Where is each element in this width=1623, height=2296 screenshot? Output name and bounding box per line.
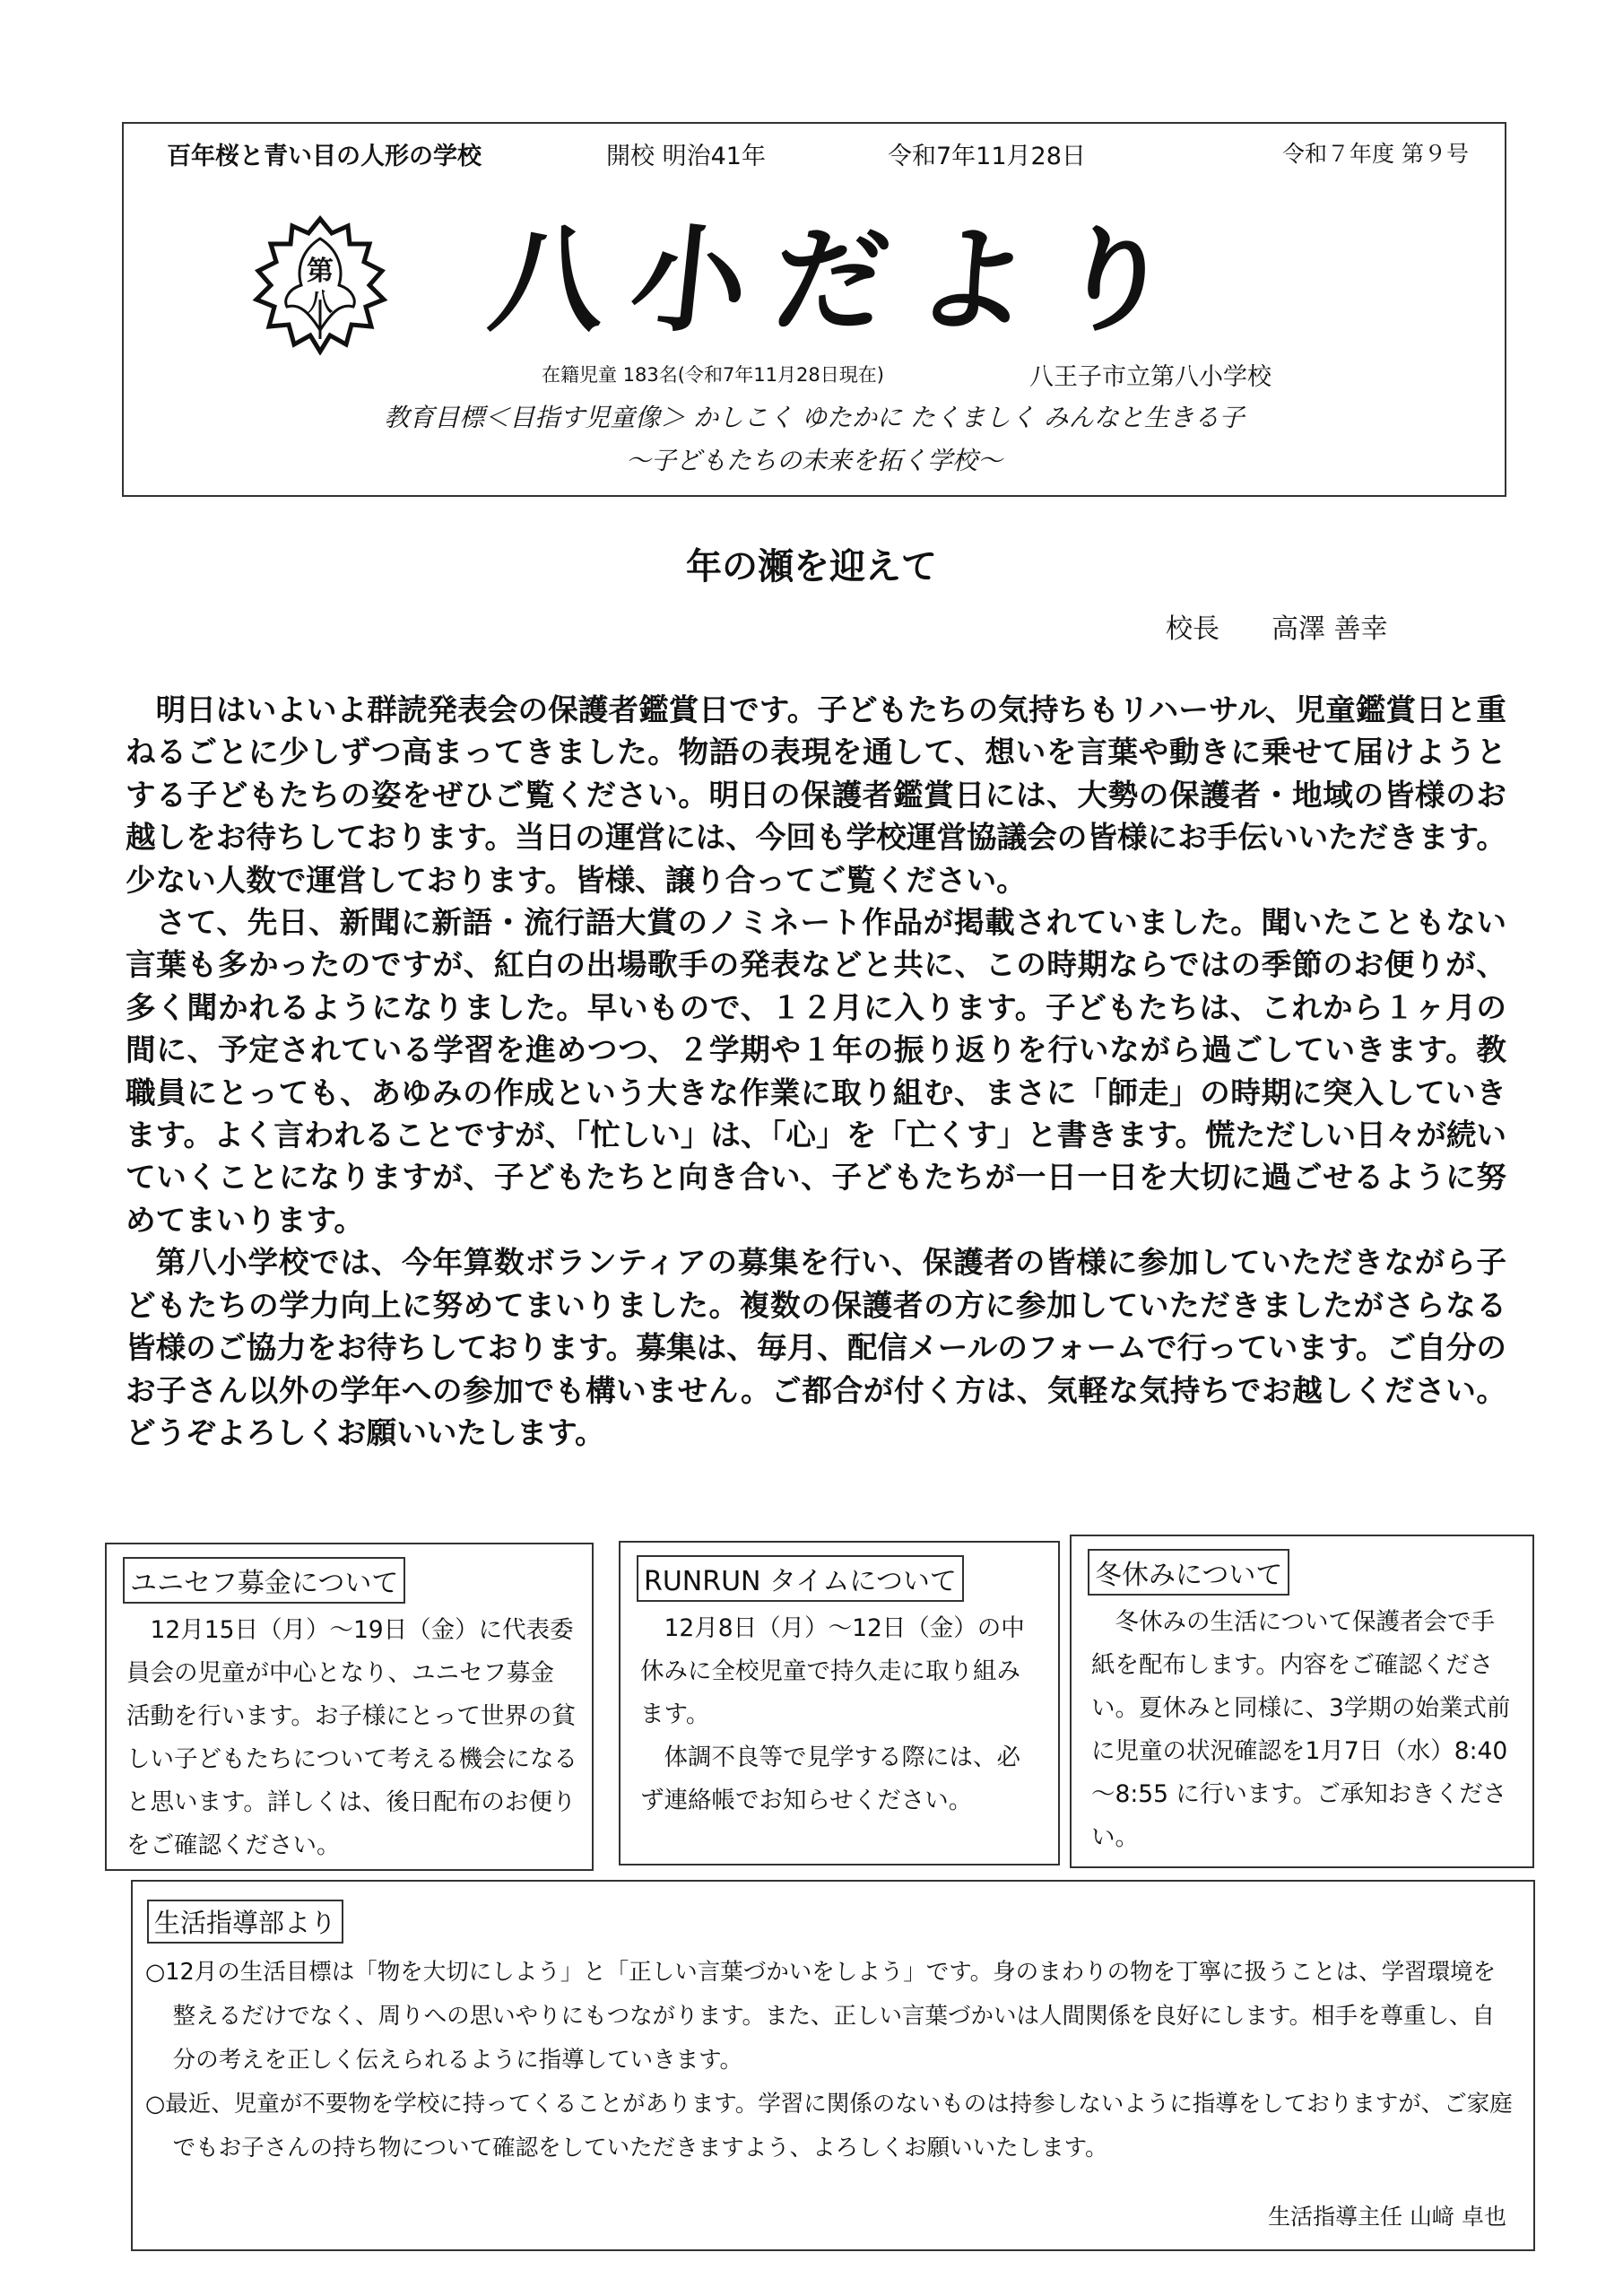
school-slogan: ～子どもたちの未来を拓く学校～ xyxy=(625,446,1002,475)
notice-runrun xyxy=(619,1541,1060,1866)
notice-text: 12月8日（月）～12日（金）の中休みに全校児童で持久走に取り組みます。 xyxy=(640,1614,1025,1728)
article-paragraph: 明日はいよいよ群読発表会の保護者鑑賞日です。子どもたちの気持ちもリハーサル、児童鑑賞日と重ねるごとに少しずつ高まってきました。物語の表現を通して、想いを言葉や動きに乗せて届けようとする子どもたちの姿をぜひご覧ください。明日の保護者鑑賞日には、大勢の保護者・地域の皆様のお越しをお待ちしております。当日の運営には、今回も学校運営協議会の皆様にお手伝いいただきます。少ない人数で運営しております。皆様、譲り合ってご覧ください。 xyxy=(126,692,1506,898)
notice-student-guidance xyxy=(131,1880,1535,2251)
masthead xyxy=(122,122,1506,497)
author-name: 高澤 善幸 xyxy=(1271,613,1388,645)
guidance-item: ○最近、児童が不要物を学校に持ってくることがあります。学習に関係のないものは持参しないように指導をしておりますが、ご家庭でもお子さんの持ち物について確認をしていただきますよう、よろしくお願いいたします。 xyxy=(145,2091,1513,2161)
notice-text: 体調不良等で見学する際には、必ず連絡帳でお知らせください。 xyxy=(640,1744,1020,1814)
school-motto: 百年桜と青い目の人形の学校 xyxy=(167,143,482,170)
article-body xyxy=(126,689,1506,1454)
notice-text: 12月15日（月）～19日（金）に代表委員会の児童が中心となり、ユニセフ募金活動を行います。お子様にとって世界の貧しい子どもたちについて考える機会になると思います。詳しくは、後日配布のお便りをご確認ください。 xyxy=(126,1616,577,1859)
guidance-signature: 生活指導主任 山﨑 卓也 xyxy=(1268,2204,1506,2230)
enrollment-count: 在籍児童 183名(令和7年11月28日現在) xyxy=(542,364,884,386)
notice-unicef xyxy=(105,1543,594,1871)
article-paragraph: 第八小学校では、今年算数ボランティアの募集を行い、保護者の皆様に参加していただきながら子どもたちの学力向上に努めてまいりました。複数の保護者の方に参加していただきましたがさらなる皆様のご協力をお待ちしております。募集は、毎月、配信メールのフォームで行っています。ご自分のお子さん以外の学年への参加でも構いません。ご都合が付く方は、気軽な気持ちでお越しください。どうぞよろしくお願いいたします。 xyxy=(126,1245,1506,1450)
emblem-text-bottom: 八 xyxy=(307,287,334,317)
notice-title: ユニセフ募金について xyxy=(123,1557,405,1604)
notice-title: 冬休みについて xyxy=(1088,1549,1289,1596)
article-author xyxy=(1166,606,1388,646)
guidance-item: ○12月の生活目標は「物を大切にしよう」と「正しい言葉づかいをしよう」です。身のまわりの物を丁寧に扱うことは、学習環境を整えるだけでなく、周りへの思いやりにもつながります。また、正しい言葉づかいは人間関係を良好にします。相手を尊重し、自分の考えを正しく伝えられるように指導していきます。 xyxy=(145,1959,1497,2074)
notice-body xyxy=(126,1609,577,1867)
article-title: 年の瀬を迎えて xyxy=(686,546,937,587)
emblem-text-top: 第 xyxy=(307,256,334,287)
author-role: 校長 xyxy=(1166,613,1219,645)
school-emblem-icon xyxy=(249,213,391,355)
notice-title: 生活指導部より xyxy=(147,1900,343,1944)
educational-goal: 教育目標＜目指す児童像＞ かしこく ゆたかに たくましく みんなと生きる子 xyxy=(384,403,1245,432)
notice-body xyxy=(1091,1601,1518,1859)
issue-date: 令和7年11月28日 xyxy=(888,143,1086,170)
article-paragraph: さて、先日、新聞に新語・流行語大賞のノミネート作品が掲載されていました。聞いたこともない言葉も多かったのですが、紅白の出場歌手の発表などと共に、この時期ならではの季節のお便りが、多く聞かれるようになりました。早いもので、１２月に入ります。子どもたちは、これから１ヶ月の間に、予定されている学習を進めつつ、２学期や１年の振り返りを行いながら過ごしていきます。教職員にとっても、あゆみの作成という大きな作業に取り組む、まさに「師走」の時期に突入していきます。よく言われることですが、「忙しい」は、「心」を「亡くす」と書きます。慌ただしい日々が続いていくことになりますが、子どもたちと向き合い、子どもたちが一日一日を大切に過ごせるように努めてまいります。 xyxy=(126,905,1506,1238)
school-name: 八王子市立第八小学校 xyxy=(1029,363,1271,391)
issue-number: 令和７年度 第９号 xyxy=(1282,141,1469,167)
notice-text: 冬休みの生活について保護者会で手紙を配布します。内容をご確認ください。夏休みと同様に、3学期の始業式前に児童の状況確認を1月7日（水）8:40～8:55 に行います。ご承知おきください。 xyxy=(1091,1608,1511,1851)
notice-title: RUNRUN タイムについて xyxy=(637,1555,964,1602)
guidance-list xyxy=(145,1951,1515,2170)
newsletter-title: 八小だより xyxy=(482,213,1206,348)
notice-body xyxy=(640,1607,1044,1822)
notice-winter-break xyxy=(1070,1535,1534,1868)
founded-year: 開校 明治41年 xyxy=(606,143,766,170)
